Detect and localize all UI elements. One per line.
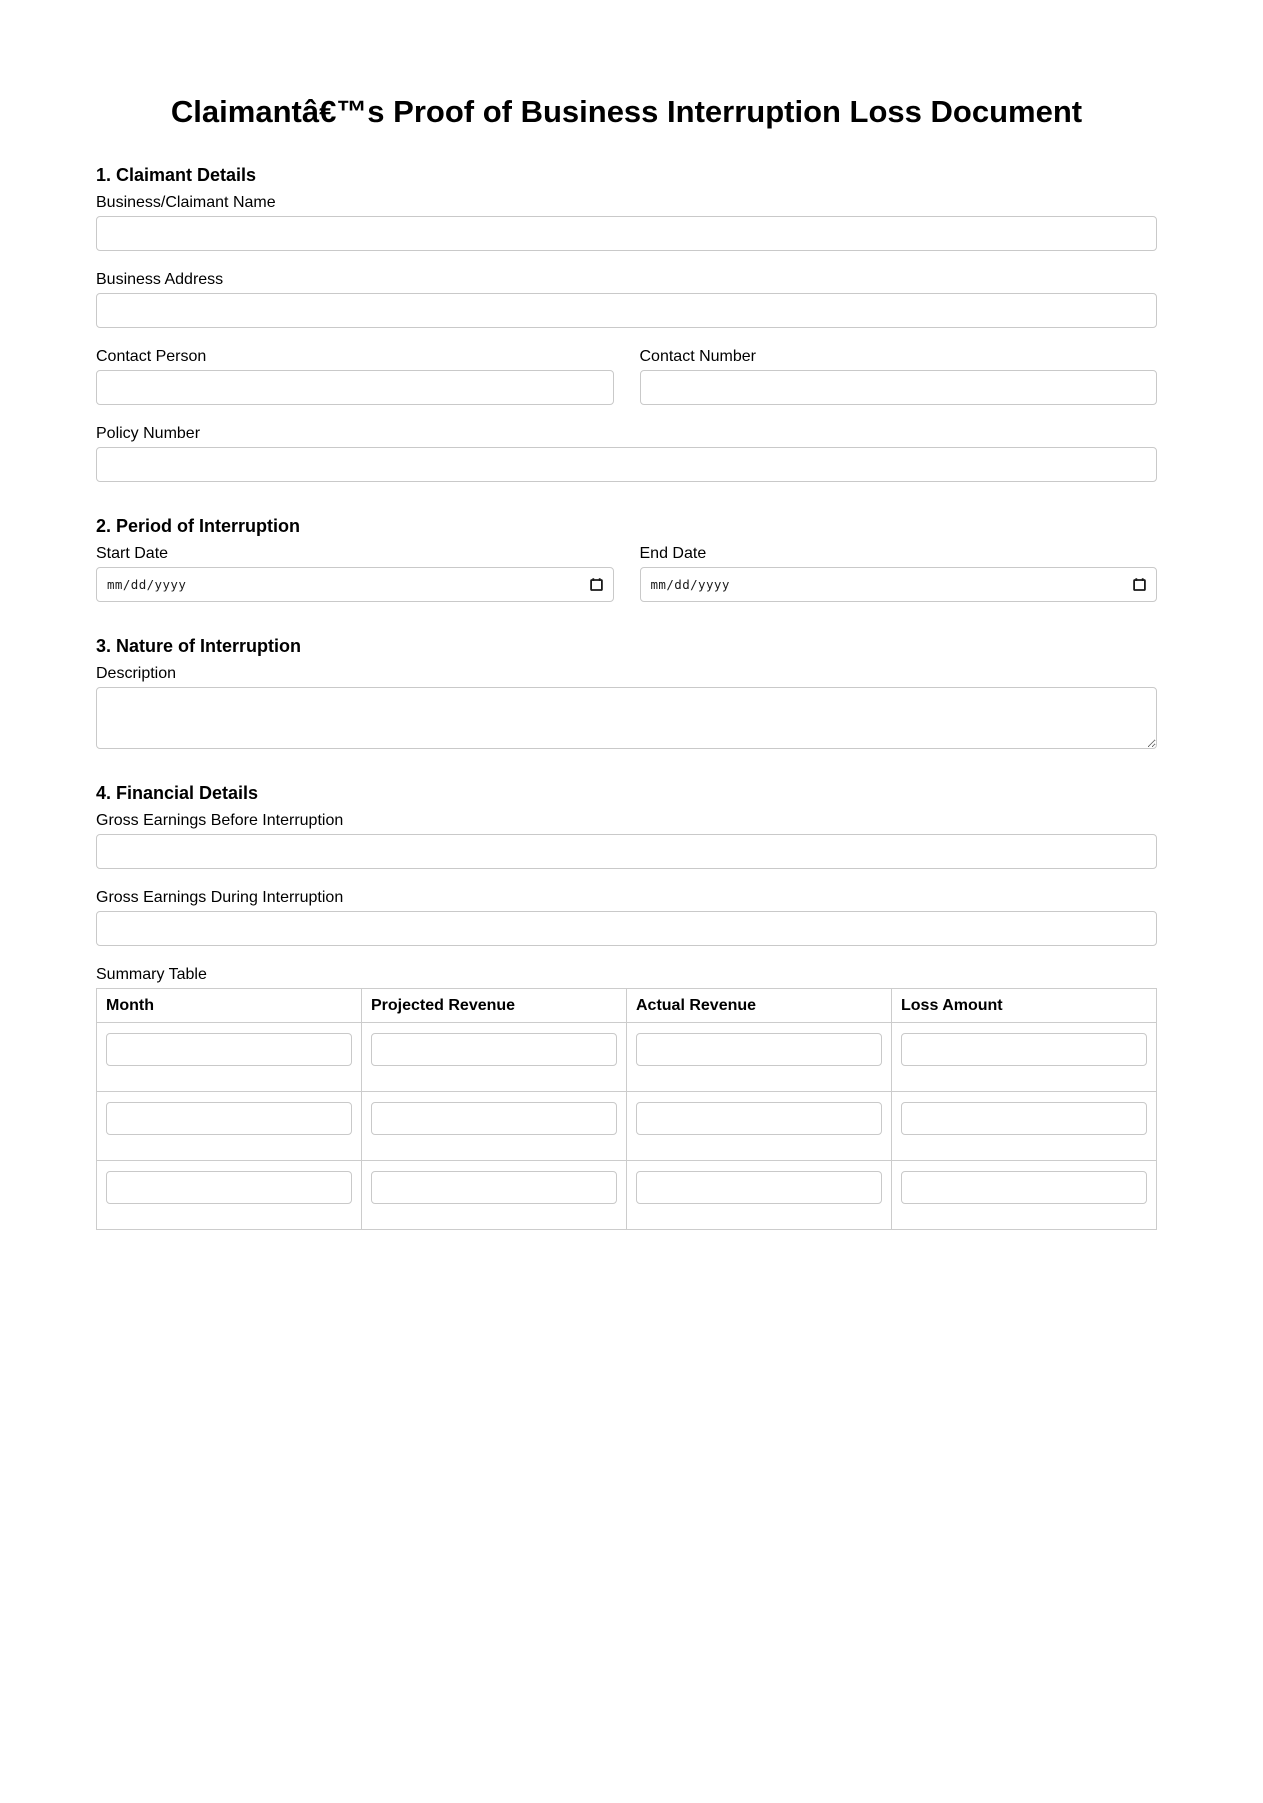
policy-number-label: Policy Number: [96, 425, 201, 442]
start-date-placeholder: mm/dd/yyyy: [107, 577, 187, 592]
field-business-name: [96, 194, 1157, 251]
month-input-row2[interactable]: [106, 1102, 352, 1135]
column-header-projected-revenue: Projected Revenue: [362, 989, 627, 1023]
field-summary-table: [96, 966, 1157, 1230]
projected-revenue-input-row2[interactable]: [371, 1102, 617, 1135]
section-heading-financial: 4. Financial Details: [96, 783, 259, 803]
end-date-input[interactable]: [640, 567, 1158, 602]
business-address-label: Business Address: [96, 271, 224, 288]
month-input-row3[interactable]: [106, 1171, 352, 1204]
section-heading-period: 2. Period of Interruption: [96, 516, 301, 536]
projected-revenue-input-row1[interactable]: [371, 1033, 617, 1066]
section-heading-nature: 3. Nature of Interruption: [96, 636, 302, 656]
contact-person-label: Contact Person: [96, 348, 207, 365]
calendar-icon[interactable]: [1132, 577, 1147, 592]
calendar-icon[interactable]: [589, 577, 604, 592]
field-end-date: [640, 545, 1158, 602]
gross-during-input[interactable]: [96, 911, 1157, 946]
policy-number-input[interactable]: [96, 447, 1157, 482]
field-contact-person: [96, 348, 614, 405]
field-business-address: [96, 271, 1157, 328]
gross-before-input[interactable]: [96, 834, 1157, 869]
column-header-month: Month: [97, 989, 362, 1023]
section-claimant-details: [96, 165, 1157, 482]
field-start-date: [96, 545, 614, 602]
loss-amount-input-row2[interactable]: [901, 1102, 1147, 1135]
summary-table: [96, 988, 1157, 1230]
column-header-actual-revenue: Actual Revenue: [627, 989, 892, 1023]
contact-row: [96, 348, 1157, 405]
section-heading-claimant-details: 1. Claimant Details: [96, 165, 257, 185]
gross-during-label: Gross Earnings During Interruption: [96, 889, 344, 906]
business-name-input[interactable]: [96, 216, 1157, 251]
business-name-label: Business/Claimant Name: [96, 194, 276, 211]
column-header-loss-amount: Loss Amount: [892, 989, 1157, 1023]
end-date-label: End Date: [639, 545, 707, 562]
section-nature-of-interruption: [96, 636, 1157, 749]
actual-revenue-input-row2[interactable]: [636, 1102, 882, 1135]
summary-table-label: Summary Table: [96, 966, 207, 983]
field-gross-before: [96, 812, 1157, 869]
table-row: [97, 1023, 1157, 1092]
table-row: [97, 1161, 1157, 1230]
description-textarea[interactable]: [96, 687, 1157, 749]
summary-table-header-row: [97, 989, 1157, 1023]
actual-revenue-input-row3[interactable]: [636, 1171, 882, 1204]
gross-before-label: Gross Earnings Before Interruption: [96, 812, 344, 829]
table-row: [97, 1092, 1157, 1161]
actual-revenue-input-row1[interactable]: [636, 1033, 882, 1066]
field-contact-number: [640, 348, 1158, 405]
start-date-input[interactable]: [96, 567, 614, 602]
end-date-placeholder: mm/dd/yyyy: [650, 577, 730, 592]
field-gross-during: [96, 889, 1157, 946]
document-body: [96, 0, 1157, 1230]
contact-number-input[interactable]: [640, 370, 1158, 405]
section-period-of-interruption: [96, 516, 1157, 602]
projected-revenue-input-row3[interactable]: [371, 1171, 617, 1204]
date-row: [96, 545, 1157, 602]
loss-amount-input-row1[interactable]: [901, 1033, 1147, 1066]
loss-amount-input-row3[interactable]: [901, 1171, 1147, 1204]
start-date-label: Start Date: [96, 545, 169, 562]
page-title: Claimantâ€™s Proof of Business Interruption Loss Document: [170, 94, 1083, 129]
section-financial-details: [96, 783, 1157, 1230]
contact-person-input[interactable]: [96, 370, 614, 405]
contact-number-label: Contact Number: [639, 348, 756, 365]
field-policy-number: [96, 425, 1157, 482]
field-description: [96, 665, 1157, 749]
description-label: Description: [96, 665, 177, 682]
month-input-row1[interactable]: [106, 1033, 352, 1066]
business-address-input[interactable]: [96, 293, 1157, 328]
